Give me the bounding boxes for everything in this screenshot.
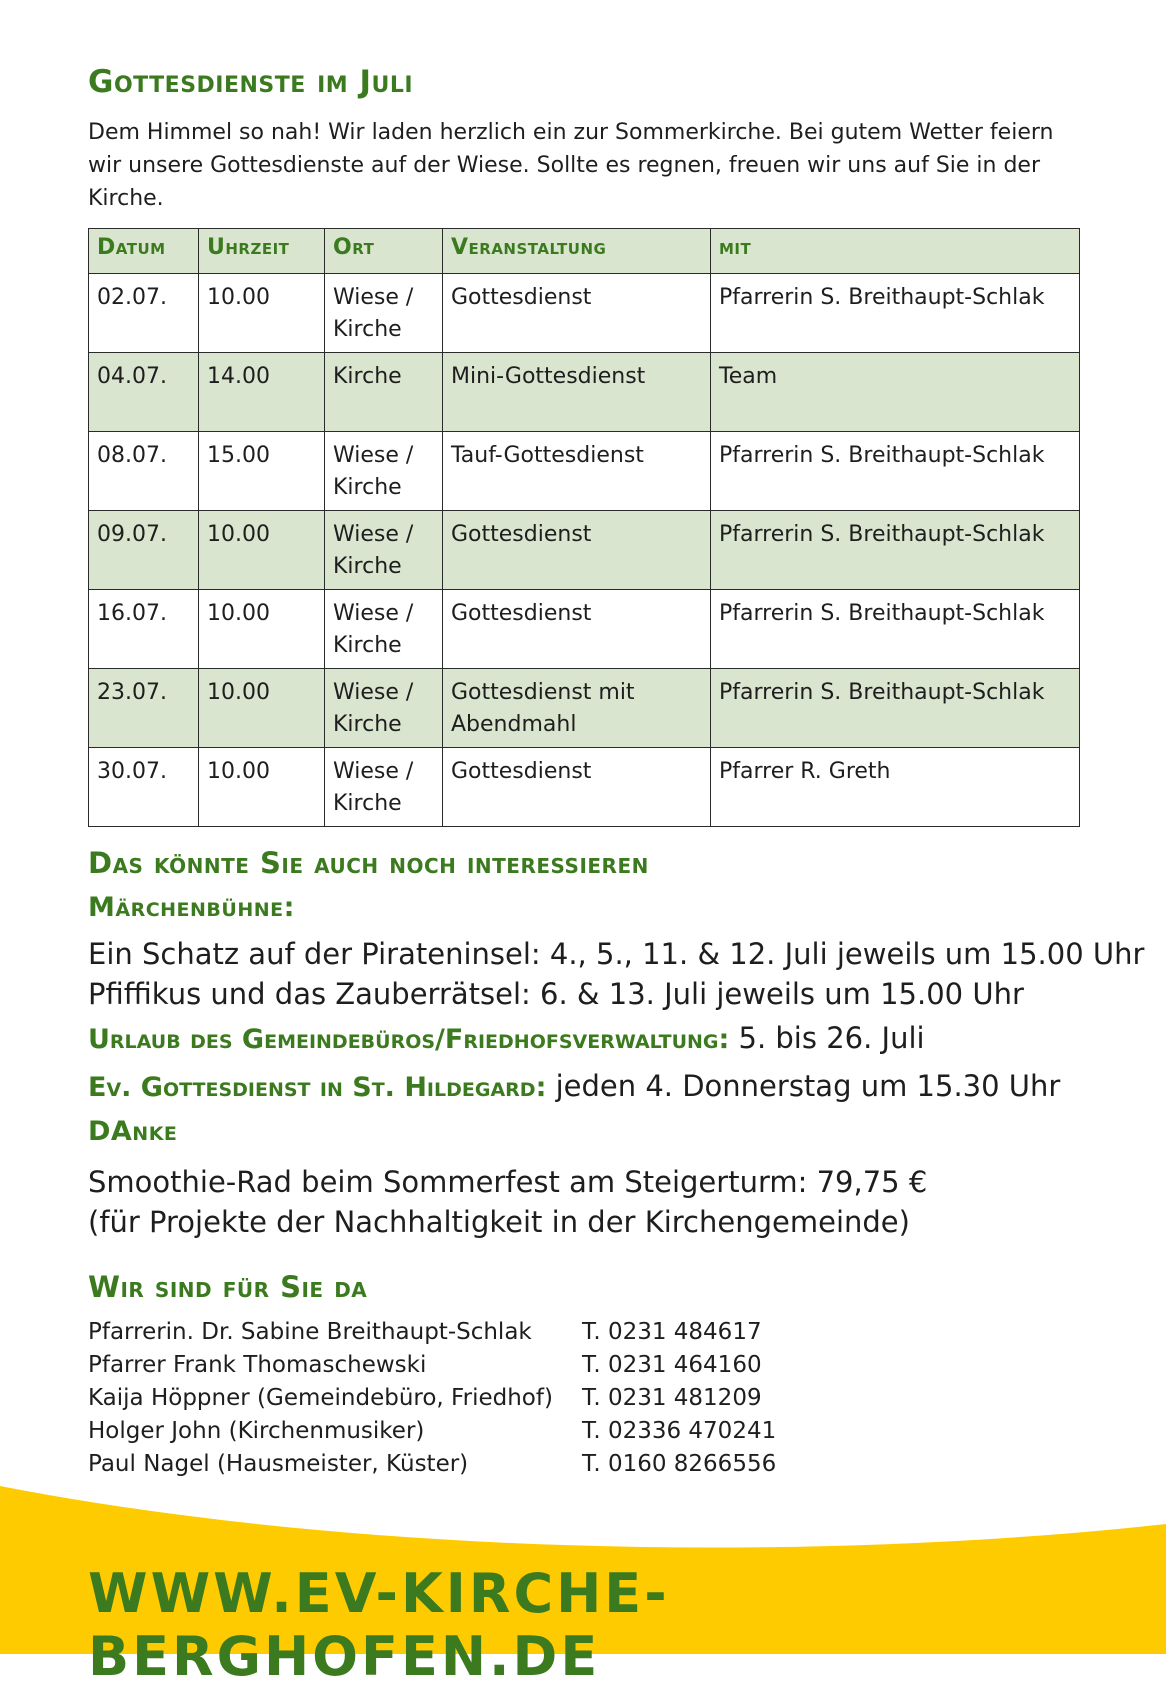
cell-date: 04.07. (89, 353, 199, 432)
cell-event: Gottesdienst (443, 590, 711, 669)
intro-paragraph: Dem Himmel so nah! Wir laden herzlich ein zur Sommerkirche. Bei gutem Wetter feiern wir unsere Gottesdienste auf der Wiese. Sollte es regnen, freuen wir uns auf Sie in der Kirche. (88, 120, 1054, 211)
cell-time: 10.00 (199, 748, 325, 827)
urlaub-value: 5. bis 26. Juli (738, 1021, 925, 1055)
section-title-contacts: Wir sind für Sie da (88, 1270, 368, 1304)
list-item (88, 1349, 776, 1382)
cell-with: Pfarrerin S. Breithaupt-Schlak (711, 511, 1080, 590)
cell-with: Pfarrerin S. Breithaupt-Schlak (711, 432, 1080, 511)
list-item (88, 1316, 776, 1349)
cell-event: Tauf-Gottesdienst (443, 432, 711, 511)
table-row (89, 748, 1080, 827)
contact-name: Paul Nagel (Hausmeister, Küster) (88, 1451, 469, 1477)
cell-place: Wiese / Kirche (325, 511, 443, 590)
hildegard-value: jeden 4. Donnerstag um 15.30 Uhr (555, 1069, 1061, 1103)
cell-with: Pfarrerin S. Breithaupt-Schlak (711, 274, 1080, 353)
header-veranstaltung: Veranstaltung (443, 229, 711, 274)
list-item (88, 1448, 776, 1481)
list-item (88, 1382, 776, 1415)
danke-line-2: (für Projekte der Nachhaltigkeit in der Kirchengemeinde) (88, 1205, 910, 1239)
cell-event: Gottesdienst (443, 274, 711, 353)
table-header-row (89, 229, 1080, 274)
table-row (89, 669, 1080, 748)
hildegard-line (88, 1066, 1060, 1108)
header-datum: Datum (89, 229, 199, 274)
cell-with: Pfarrerin S. Breithaupt-Schlak (711, 590, 1080, 669)
cell-date: 08.07. (89, 432, 199, 511)
cell-place: Wiese / Kirche (325, 669, 443, 748)
section-title-gottesdienste: Gottesdienste im Juli (88, 64, 414, 100)
contact-phone: T. 0231 481209 (582, 1385, 762, 1411)
hildegard-label: Ev. Gottesdienst in St. Hildegard: (88, 1072, 547, 1103)
cell-place: Wiese / Kirche (325, 748, 443, 827)
cell-event: Gottesdienst (443, 511, 711, 590)
cell-date: 09.07. (89, 511, 199, 590)
contact-phone: T. 0160 8266556 (582, 1451, 777, 1477)
cell-place: Wiese / Kirche (325, 432, 443, 511)
cell-place: Wiese / Kirche (325, 590, 443, 669)
contact-name: Kaija Höppner (Gemeindebüro, Friedhof) (88, 1385, 553, 1411)
table-row (89, 511, 1080, 590)
cell-time: 14.00 (199, 353, 325, 432)
contact-phone: T. 02336 470241 (582, 1418, 777, 1444)
cell-time: 10.00 (199, 590, 325, 669)
cell-with: Pfarrer R. Greth (711, 748, 1080, 827)
maerchen-line-1: Ein Schatz auf der Pirateninsel: 4., 5., 11. & 12. Juli jeweils um 15.00 Uhr (88, 937, 1145, 971)
contact-phone: T. 0231 464160 (582, 1352, 762, 1378)
cell-with: Team (711, 353, 1080, 432)
maerchen-title: Märchenbühne: (88, 892, 295, 923)
contact-name: Holger John (Kirchenmusiker) (88, 1418, 425, 1444)
cell-date: 02.07. (89, 274, 199, 353)
cell-event: Gottesdienst mit Abendmahl (443, 669, 711, 748)
cell-date: 23.07. (89, 669, 199, 748)
contact-name: Pfarrerin. Dr. Sabine Breithaupt-Schlak (88, 1319, 532, 1345)
header-uhrzeit: Uhrzeit (199, 229, 325, 274)
schedule-table (88, 228, 1080, 827)
maerchen-line-2: Pfiffikus und das Zauberrätsel: 6. & 13. Juli jeweils um 15.00 Uhr (88, 977, 1024, 1011)
cell-with: Pfarrerin S. Breithaupt-Schlak (711, 669, 1080, 748)
danke-line-1: Smoothie-Rad beim Sommerfest am Steigerturm: 79,75 € (88, 1165, 928, 1199)
cell-date: 30.07. (89, 748, 199, 827)
urlaub-line (88, 1018, 925, 1060)
cell-event: Mini-Gottesdienst (443, 353, 711, 432)
table-row (89, 274, 1080, 353)
section-title-interest: Das könnte Sie auch noch interessieren (88, 846, 649, 880)
table-row (89, 432, 1080, 511)
cell-date: 16.07. (89, 590, 199, 669)
cell-time: 10.00 (199, 274, 325, 353)
contact-phone: T. 0231 484617 (582, 1319, 762, 1345)
cell-place: Kirche (325, 353, 443, 432)
header-mit: mit (711, 229, 1080, 274)
urlaub-label: Urlaub des Gemeindebüros/Friedhofsverwaltung: (88, 1024, 730, 1055)
table-row (89, 590, 1080, 669)
cell-time: 10.00 (199, 669, 325, 748)
danke-title: DAnke (88, 1116, 178, 1147)
cell-time: 15.00 (199, 432, 325, 511)
table-row (89, 353, 1080, 432)
contact-name: Pfarrer Frank Thomaschewski (88, 1352, 427, 1378)
cell-place: Wiese / Kirche (325, 274, 443, 353)
contact-list (88, 1316, 776, 1481)
list-item (88, 1415, 776, 1448)
header-ort: Ort (325, 229, 443, 274)
cell-event: Gottesdienst (443, 748, 711, 827)
website-url: WWW.EV-KIRCHE-BERGHOFEN.DE (88, 1562, 670, 1688)
cell-time: 10.00 (199, 511, 325, 590)
